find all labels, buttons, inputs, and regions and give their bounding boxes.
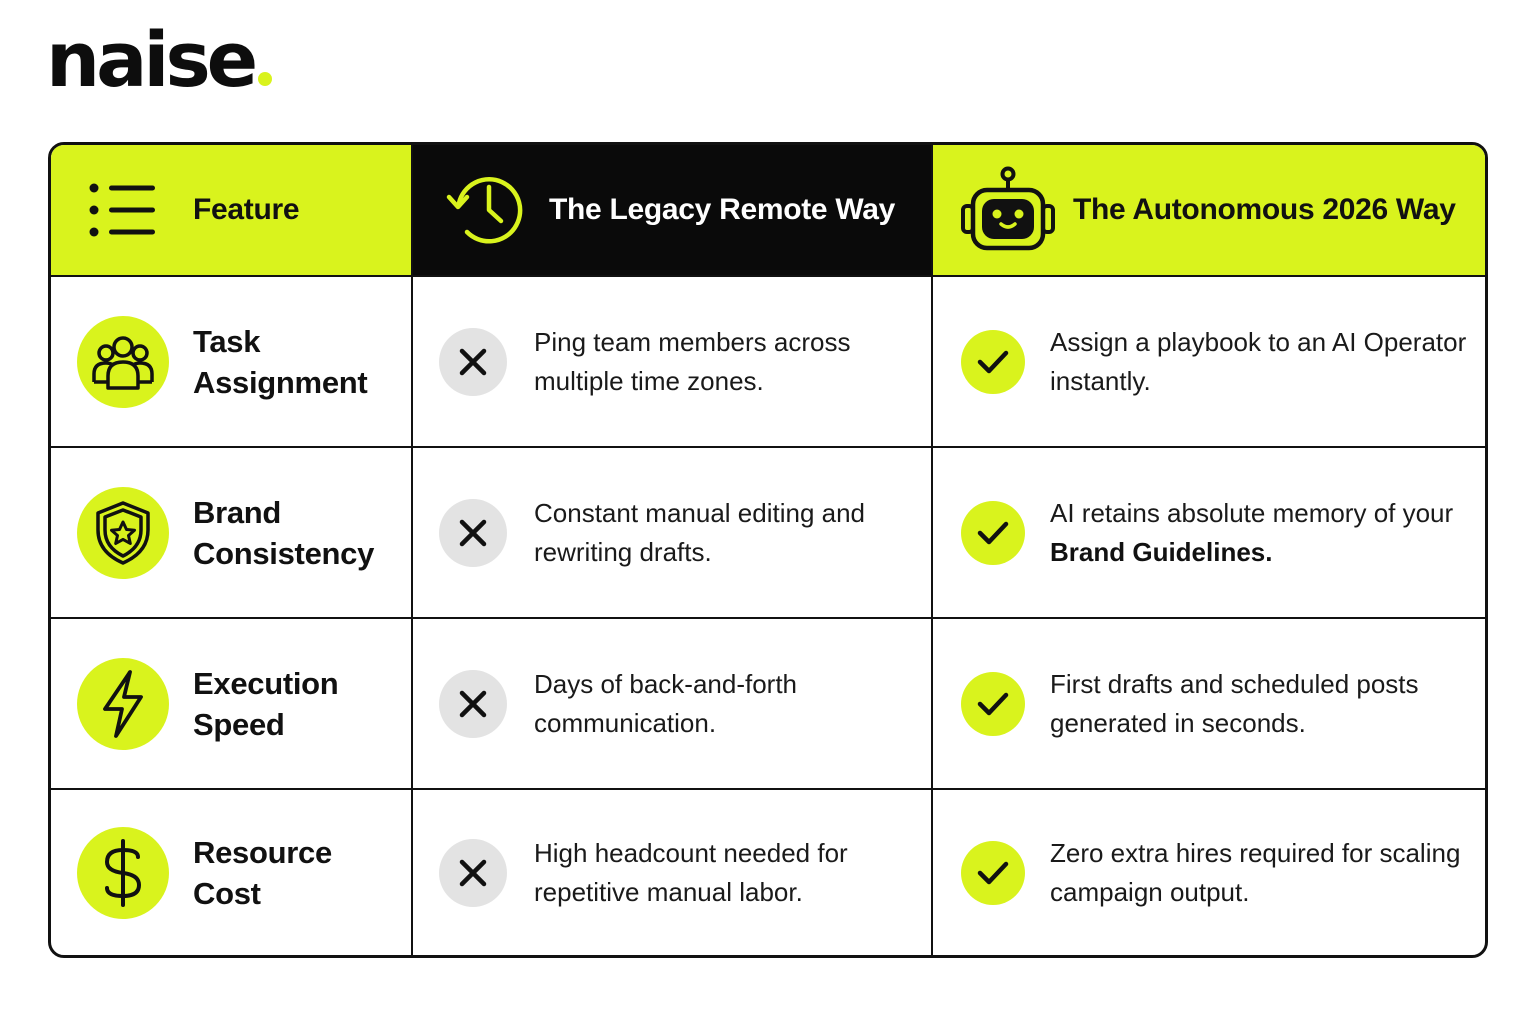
- auto-description: [1050, 323, 1470, 401]
- auto-text: Zero extra hires required for scaling campaign output.: [1050, 837, 1461, 907]
- auto-description: [1050, 665, 1470, 743]
- auto-cell: [933, 790, 1485, 955]
- header-auto: [933, 145, 1485, 277]
- auto-cell: [933, 448, 1485, 619]
- check-mark-icon: [961, 330, 1025, 394]
- header-legacy-title: The Legacy Remote Way: [549, 193, 896, 226]
- feature-cell-brand-consistency: [51, 448, 413, 619]
- team-users-icon: [77, 316, 169, 408]
- auto-text-bold: Brand Guidelines.: [1050, 536, 1273, 567]
- comparison-table: [48, 142, 1488, 958]
- feature-label: Brand Consistency: [193, 494, 375, 571]
- auto-cell: [933, 277, 1485, 448]
- auto-text: First drafts and scheduled posts generated in seconds.: [1050, 668, 1419, 738]
- x-mark-icon: [439, 499, 507, 567]
- auto-description: [1050, 834, 1470, 912]
- x-mark-icon: [439, 670, 507, 738]
- dollar-sign-icon: [77, 827, 169, 919]
- legacy-cell: [413, 277, 933, 448]
- x-mark-icon: [439, 328, 507, 396]
- auto-text: Assign a playbook to an AI Operator instantly.: [1050, 326, 1467, 396]
- brand-dot: [258, 72, 272, 86]
- legacy-cell: [413, 619, 933, 790]
- legacy-description: Ping team members across multiple time zones.: [534, 326, 851, 396]
- legacy-description: High headcount needed for repetitive manual labor.: [534, 837, 848, 907]
- auto-text: AI retains absolute memory of your: [1050, 497, 1454, 528]
- feature-label: Task Assignment: [193, 323, 368, 400]
- lightning-bolt-icon: [77, 658, 169, 750]
- legacy-description: Constant manual editing and rewriting drafts.: [534, 497, 866, 567]
- feature-label: Resource Cost: [193, 834, 332, 911]
- list-icon: [89, 182, 157, 238]
- shield-star-icon: [77, 487, 169, 579]
- header-legacy: [413, 145, 933, 277]
- feature-label: Execution Speed: [193, 665, 339, 742]
- header-feature-title: Feature: [193, 193, 300, 226]
- check-mark-icon: [961, 841, 1025, 905]
- header-auto-title: The Autonomous 2026 Way: [1073, 193, 1456, 226]
- header-feature: [51, 145, 413, 277]
- x-mark-icon: [439, 839, 507, 907]
- brand-logo: [46, 15, 272, 104]
- auto-cell: [933, 619, 1485, 790]
- auto-description: [1050, 494, 1470, 572]
- check-mark-icon: [961, 672, 1025, 736]
- legacy-cell: [413, 448, 933, 619]
- legacy-cell: [413, 790, 933, 955]
- clock-history-icon: [445, 171, 527, 249]
- feature-cell-resource-cost: [51, 790, 413, 955]
- feature-cell-task-assignment: [51, 277, 413, 448]
- feature-cell-execution-speed: [51, 619, 413, 790]
- check-mark-icon: [961, 501, 1025, 565]
- robot-icon: [959, 166, 1057, 254]
- legacy-description: Days of back-and-forth communication.: [534, 668, 798, 738]
- brand-name: naise: [46, 15, 255, 104]
